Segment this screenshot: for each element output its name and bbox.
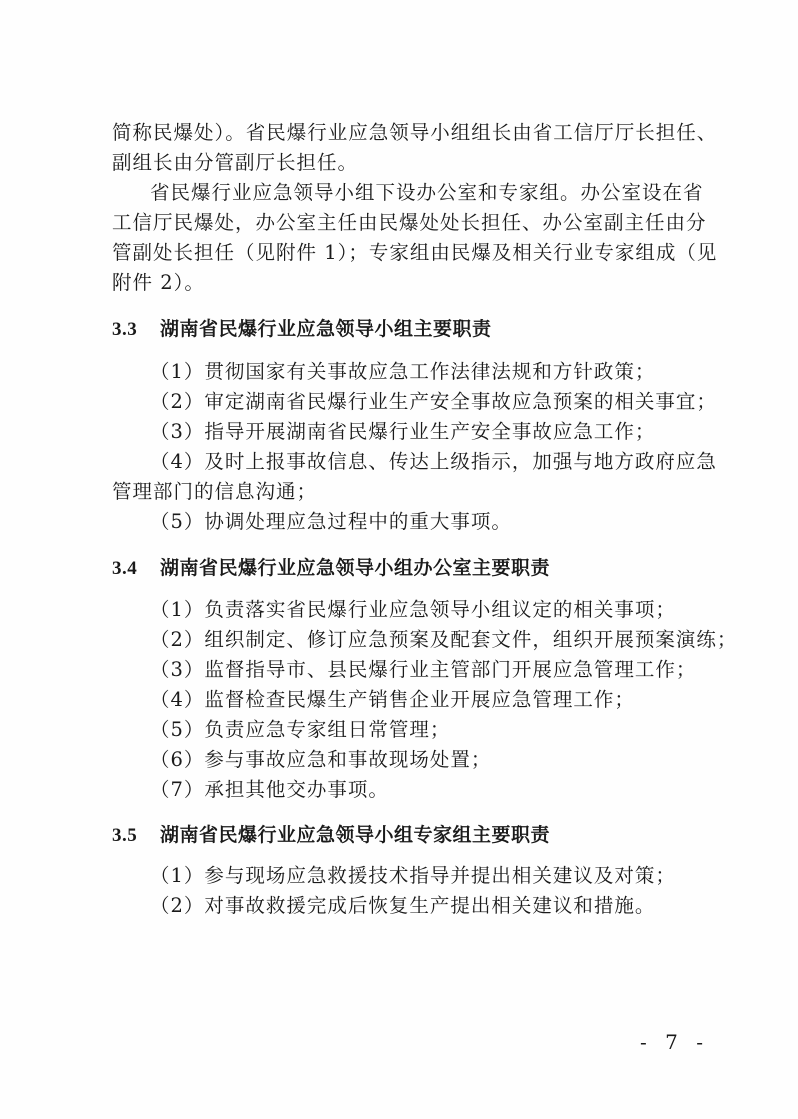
section-title: 湖南省民爆行业应急领导小组办公室主要职责 [160, 557, 551, 579]
section-number: 3.4 [112, 558, 138, 579]
list-item: （3）监督指导市、县民爆行业主管部门开展应急管理工作； [150, 658, 697, 681]
list-item: （1）贯彻国家有关事故应急工作法律法规和方针政策； [150, 360, 656, 383]
intro-line-3: 省民爆行业应急领导小组下设办公室和专家组。办公室设在省 [150, 181, 704, 204]
list-item: （2）组织制定、修订应急预案及配套文件，组织开展预案演练； [150, 628, 738, 651]
list-item-continuation: 管理部门的信息沟通； [112, 480, 318, 503]
list-item: （1）负责落实省民爆行业应急领导小组议定的相关事项； [150, 598, 676, 621]
list-item: （7）承担其他交办事项。 [150, 778, 389, 801]
list-item: （3）指导开展湖南省民爆行业生产安全事故应急工作； [150, 420, 656, 443]
section-number: 3.3 [112, 319, 138, 340]
list-item: （4）及时上报事故信息、传达上级指示，加强与地方政府应急 [150, 450, 717, 473]
section-title: 湖南省民爆行业应急领导小组专家组主要职责 [160, 824, 551, 846]
intro-line-1: 简称民爆处）。省民爆行业应急领导小组组长由省工信厅厅长担任、 [112, 121, 718, 144]
section-title: 湖南省民爆行业应急领导小组主要职责 [160, 318, 492, 340]
section-number: 3.5 [112, 825, 138, 846]
section-3-3-heading [112, 314, 492, 345]
section-3-4-heading [112, 553, 550, 584]
list-item: （6）参与事故应急和事故现场处置； [150, 748, 492, 771]
list-item: （5）协调处理应急过程中的重大事项。 [150, 510, 512, 533]
list-item: （5）负责应急专家组日常管理； [150, 718, 451, 741]
section-3-5-heading [112, 820, 550, 851]
intro-line-6: 附件 2）。 [112, 271, 205, 294]
list-item: （2）审定湖南省民爆行业生产安全事故应急预案的相关事宜； [150, 390, 717, 413]
list-item: （1）参与现场应急救援技术指导并提出相关建议及对策； [150, 864, 676, 887]
list-item: （2）对事故救援完成后恢复生产提出相关建议和措施。 [150, 894, 656, 917]
intro-line-4: 工信厅民爆处，办公室主任由民爆处处长担任、办公室副主任由分 [112, 211, 707, 234]
intro-line-5: 管副处长担任（见附件 1）；专家组由民爆及相关行业专家组成（见 [112, 241, 718, 264]
page-number: - 7 - [640, 1030, 709, 1054]
intro-line-2: 副组长由分管副厅长担任。 [112, 151, 359, 174]
list-item: （4）监督检查民爆生产销售企业开展应急管理工作； [150, 688, 635, 711]
